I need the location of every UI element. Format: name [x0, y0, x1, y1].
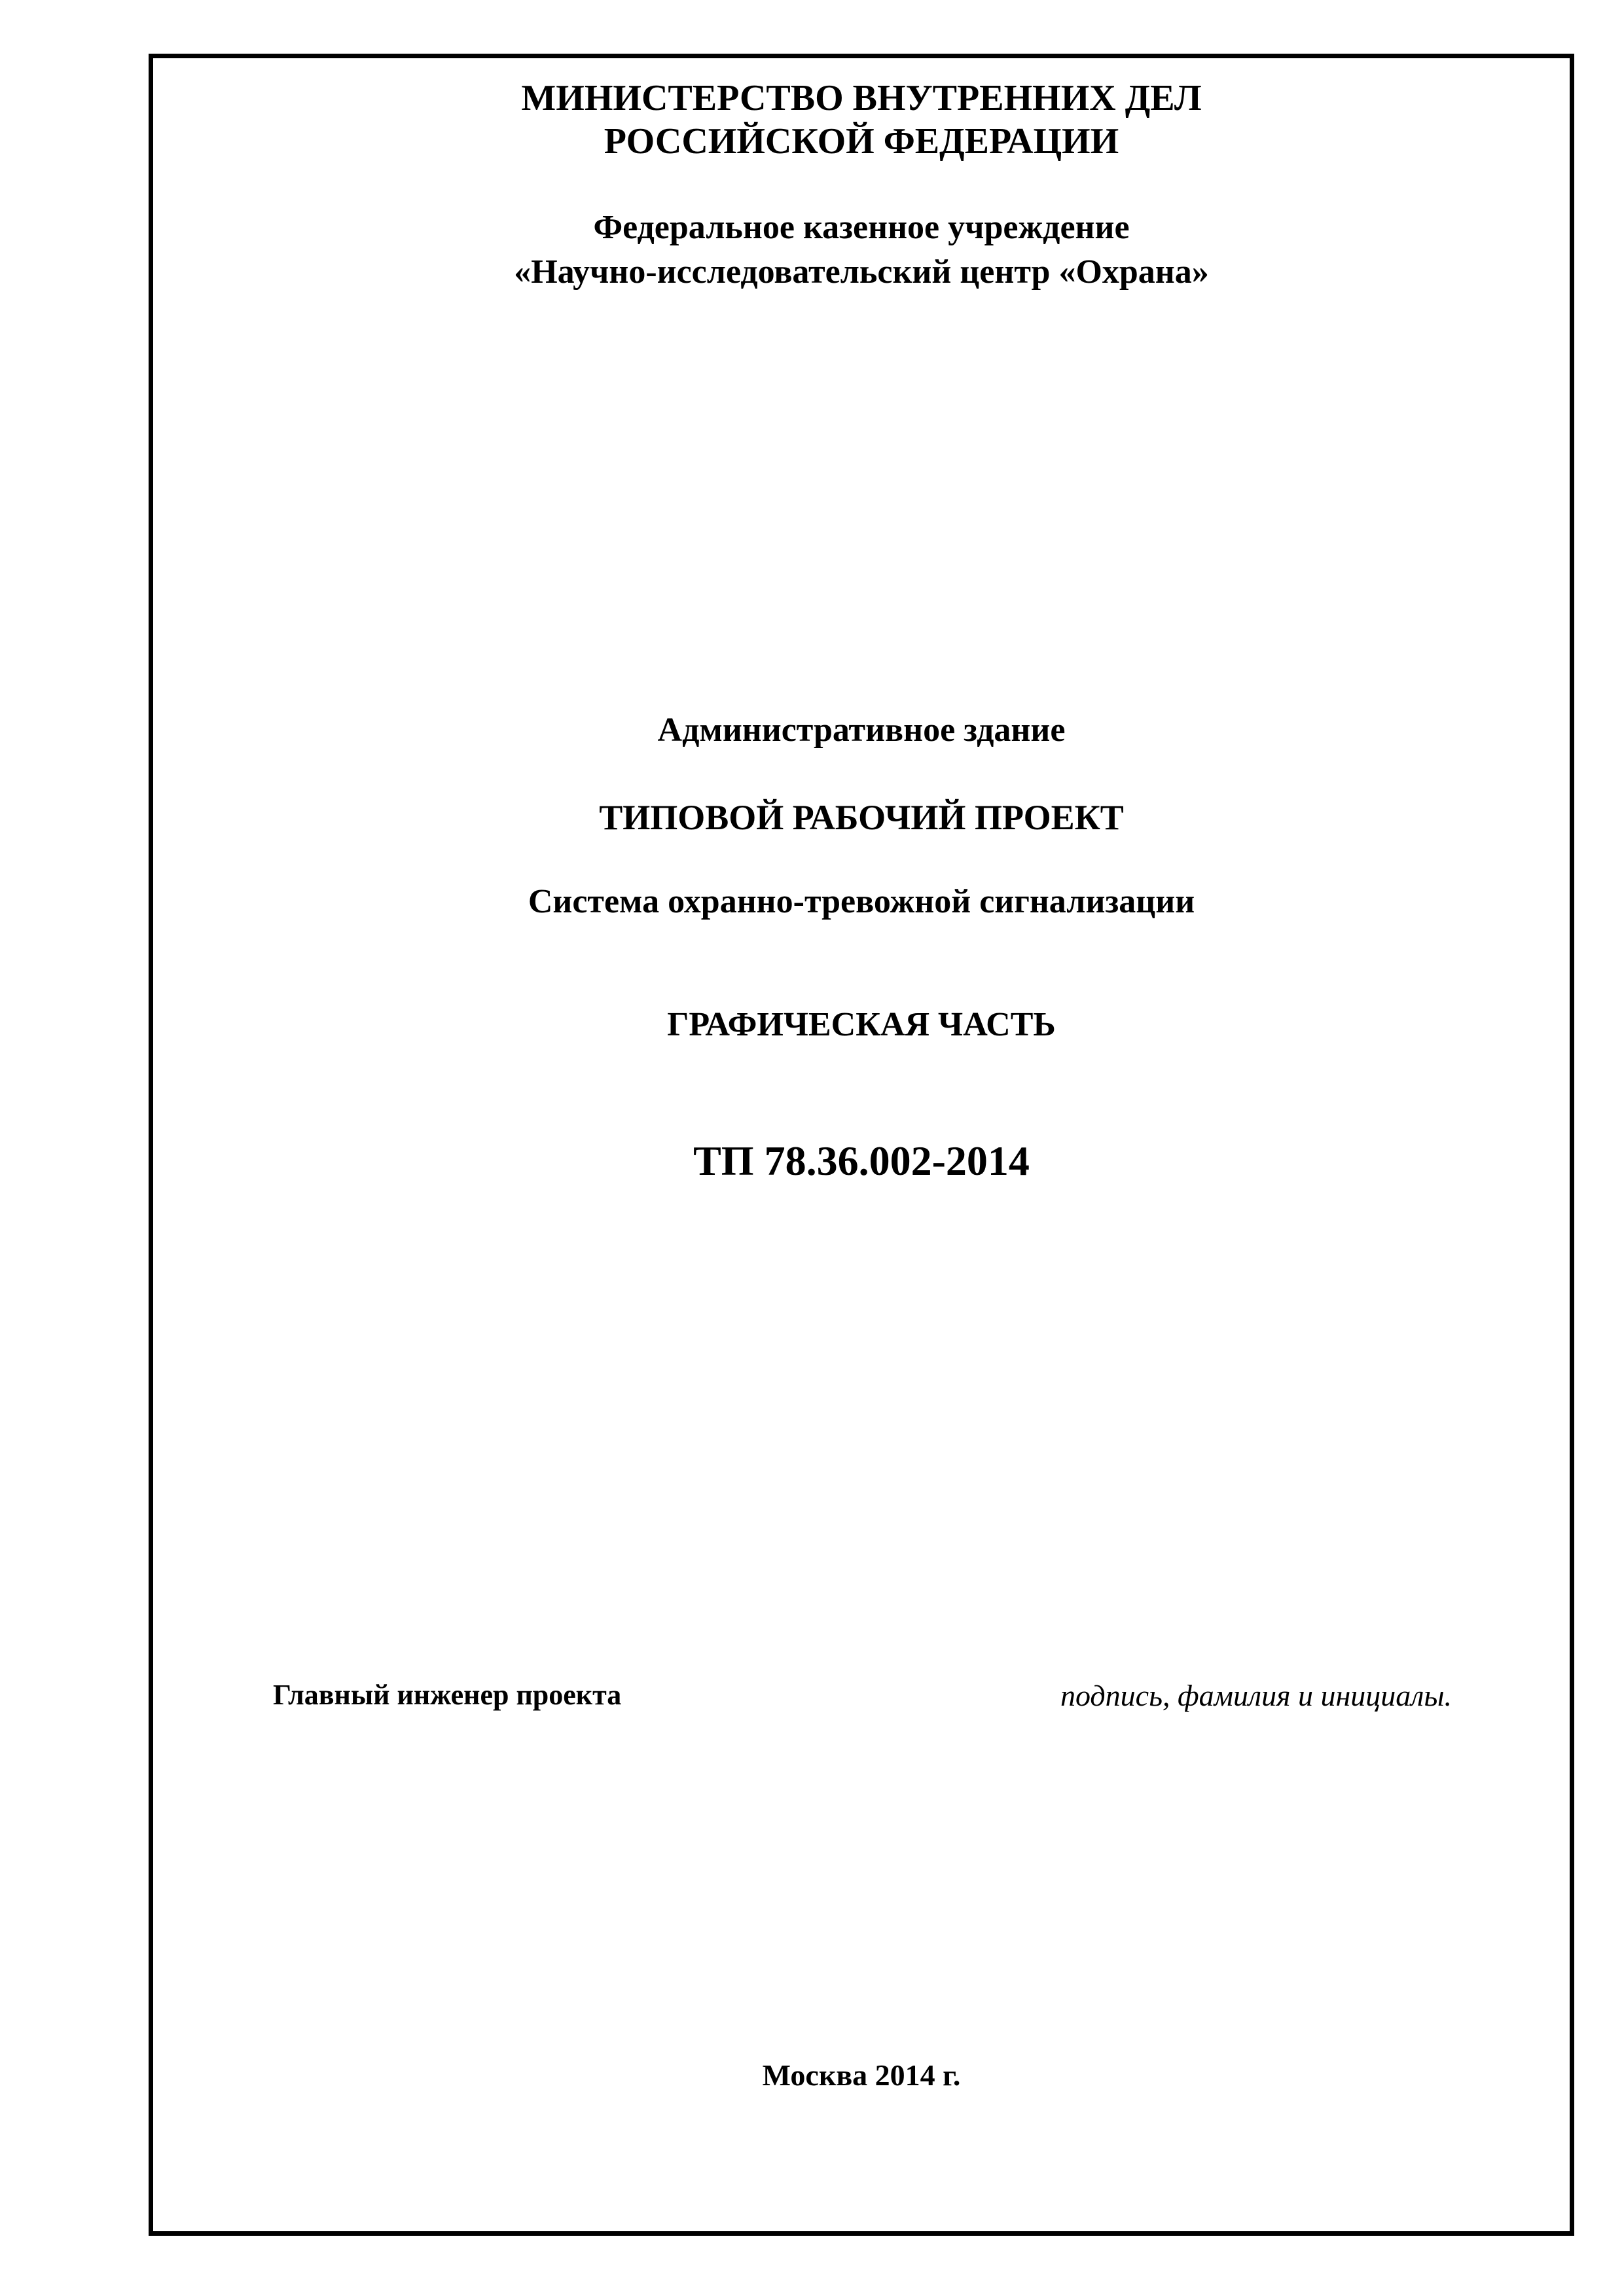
signature-hint: подпись, фамилия и инициалы.: [1060, 1679, 1452, 1712]
city-year-footer: Москва 2014 г.: [762, 2058, 961, 2092]
institution-name-line-2: «Научно-исследовательский центр «Охрана»: [514, 253, 1209, 291]
building-title: Административное здание: [657, 711, 1066, 749]
ministry-name-line-1: МИНИСТЕРСТВО ВНУТРЕННИХ ДЕЛ: [521, 78, 1202, 118]
system-title: Система охранно-тревожной сигнализации: [528, 883, 1195, 920]
chief-engineer-label: Главный инженер проекта: [273, 1679, 622, 1711]
document-part-title: ГРАФИЧЕСКАЯ ЧАСТЬ: [667, 1006, 1056, 1043]
project-type-title: ТИПОВОЙ РАБОЧИЙ ПРОЕКТ: [599, 798, 1124, 837]
ministry-name-line-2: РОССИЙСКОЙ ФЕДЕРАЦИИ: [604, 121, 1119, 162]
institution-name-line-1: Федеральное казенное учреждение: [593, 209, 1130, 246]
document-code: ТП 78.36.002-2014: [693, 1138, 1030, 1184]
